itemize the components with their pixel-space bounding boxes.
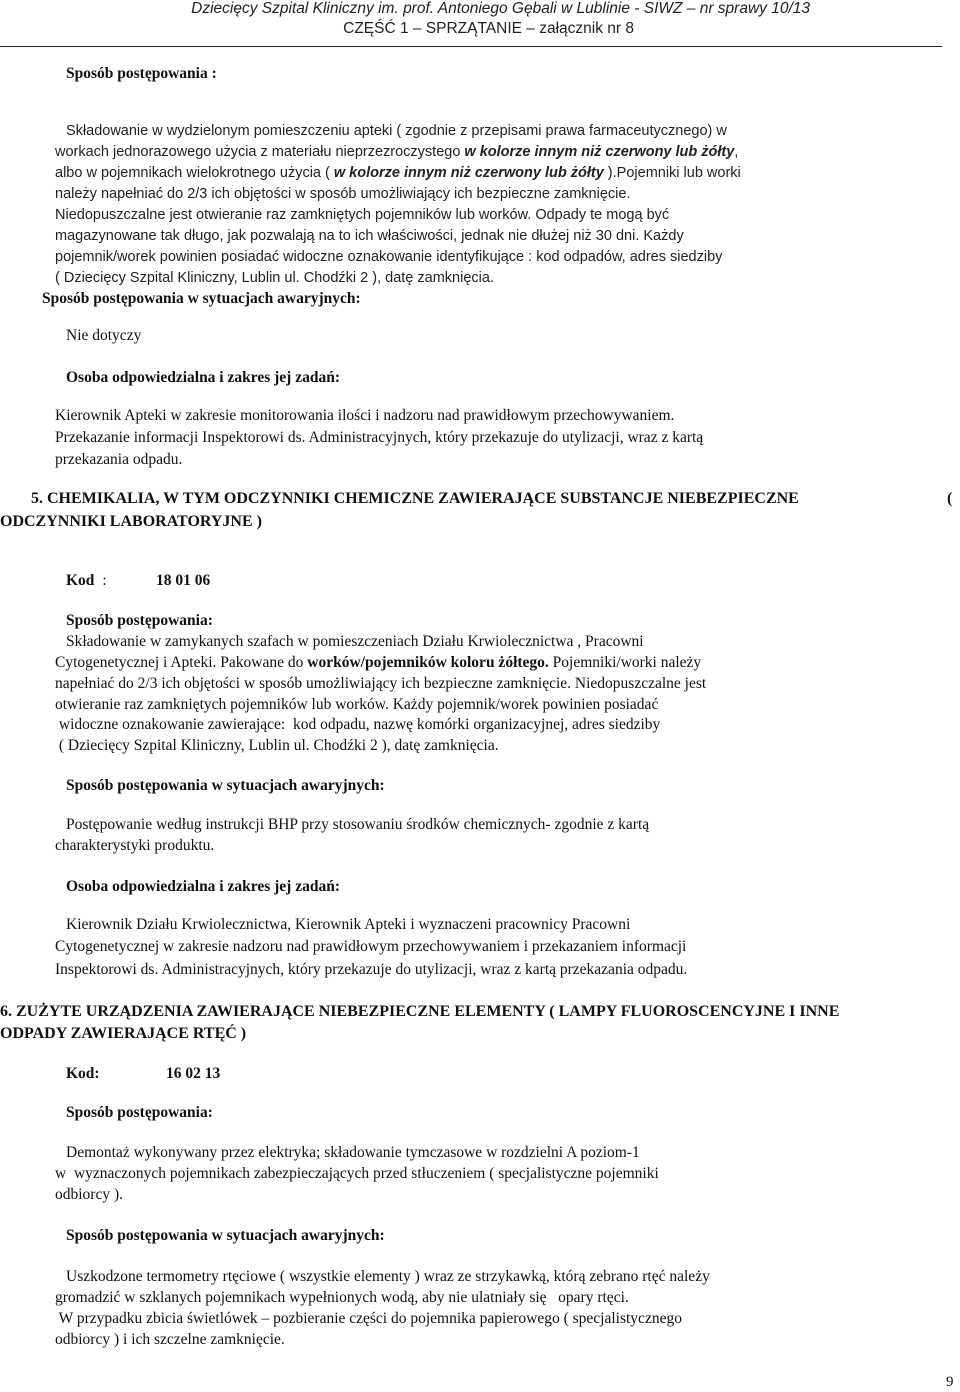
responsible-text: Kierownik Działu Krwiolecznictwa, Kierownik Apteki i wyznaczeni pracownicy Pracowni: [66, 916, 631, 933]
responsible-text: Przekazanie informacji Inspektorowi ds. Administracyjnych, który przekazuje do utylizacji, wraz z kartą: [55, 429, 704, 446]
paragraph-line: pojemnik/worek powinien posiadać widoczne oznakowanie identyfikujące : kod odpadów, adres siedziby: [55, 249, 723, 265]
paragraph-line: Niedopuszczalne jest otwieranie raz zamkniętych pojemników lub worków. Odpady te mogą być: [55, 207, 670, 223]
responsible-heading: Osoba odpowiedzialna i zakres jej zadań:: [66, 369, 340, 386]
paragraph-line: w wyznaczonych pojemnikach zabezpieczających przed stłuczeniem ( specjalistyczne pojemniki: [55, 1165, 659, 1182]
procedure-heading: Sposób postępowania:: [66, 1104, 213, 1121]
emergency-text: Uszkodzone termometry rtęciowe ( wszystkie elementy ) wraz ze strzykawką, którą zebrano rtęć należy: [66, 1268, 710, 1285]
code-label: Kod: [66, 572, 95, 589]
paragraph-line: ( Dziecięcy Szpital Kliniczny, Lublin ul. Chodźki 2 ), datę zamknięcia.: [55, 737, 499, 754]
emergency-heading: Sposób postępowania w sytuacjach awaryjnych:: [66, 777, 385, 794]
section-5-title-paren: (: [947, 490, 953, 507]
emergency-heading: Sposób postępowania w sytuacjach awaryjnych:: [42, 290, 361, 307]
section-5-title: 5. CHEMIKALIA, W TYM ODCZYNNIKI CHEMICZNE ZAWIERAJĄCE SUBSTANCJE NIEBEZPIECZNE: [31, 490, 799, 507]
procedure-heading: Sposób postępowania:: [66, 612, 213, 629]
responsible-text: Cytogenetycznej w zakresie nadzoru nad prawidłowym przechowywaniem i przekazaniem informacji: [55, 938, 687, 955]
paragraph-line: magazynowane tak długo, jak pozwalają na to ich właściwości, jednak nie dłużej niż 30 dni. Każdy: [55, 228, 684, 244]
paragraph-line: albo w pojemnikach wielokrotnego użycia ( w kolorze innym niż czerwony lub żółty ).Pojemniki lub worki: [55, 165, 741, 181]
code-row: Kod : 18 01 06: [66, 572, 211, 589]
code-value: 18 01 06: [156, 572, 211, 589]
emergency-heading: Sposób postępowania w sytuacjach awaryjnych:: [66, 1227, 385, 1244]
paragraph-line: widoczne oznakowanie zawierające: kod odpadu, nazwę komórki organizacyjnej, adres siedziby: [55, 716, 661, 733]
responsible-text: Kierownik Apteki w zakresie monitorowania ilości i nadzoru nad prawidłowym przechowywaniem.: [55, 407, 675, 424]
section-6-title: 6. ZUŻYTE URZĄDZENIA ZAWIERAJĄCE NIEBEZPIECZNE ELEMENTY ( LAMPY FLUOROSCENCYJNE I INNE: [0, 1003, 840, 1020]
paragraph-line: Demontaż wykonywany przez elektryka; składowanie tymczasowe w rozdzielni A poziom-1: [66, 1144, 640, 1161]
paragraph-line: ( Dziecięcy Szpital Kliniczny, Lublin ul. Chodźki 2 ), datę zamknięcia.: [55, 270, 494, 286]
header-subtitle: CZĘŚĆ 1 – SPRZĄTANIE – załącznik nr 8: [343, 20, 634, 37]
code-row: [66, 1064, 221, 1084]
header-title: Dziecięcy Szpital Kliniczny im. prof. Antoniego Gębali w Lublinie - SIWZ – nr sprawy 10/13: [191, 0, 810, 17]
emphasis-text: w kolorze innym niż czerwony lub żółty: [333, 165, 604, 181]
paragraph-line: Składowanie w zamykanych szafach w pomieszczeniach Działu Krwiolecznictwa , Pracowni: [66, 633, 644, 650]
paragraph-line: Składowanie w wydzielonym pomieszczeniu apteki ( zgodnie z przepisami prawa farmaceutycznego) w: [66, 123, 727, 139]
emergency-text: W przypadku zbicia świetlówek – pozbieranie części do pojemnika papierowego ( specjalistycznego: [55, 1310, 682, 1327]
section-5-title-cont: ODCZYNNIKI LABORATORYJNE ): [0, 513, 262, 530]
responsible-heading: Osoba odpowiedzialna i zakres jej zadań:: [66, 878, 340, 895]
responsible-text: Inspektorowi ds. Administracyjnych, który przekazuje do utylizacji, wraz z kartą przekazania odpadu.: [55, 961, 688, 978]
responsible-text: przekazania odpadu.: [55, 451, 183, 468]
code-value: 16 02 13: [166, 1065, 221, 1082]
emergency-text: Postępowanie według instrukcji BHP przy stosowaniu środków chemicznych- zgodnie z kartą: [66, 816, 650, 833]
code-label: Kod:: [66, 1065, 100, 1082]
paragraph-line: odbiorcy ).: [55, 1186, 124, 1203]
paragraph-line: otwieranie raz zamkniętych pojemników lub worków. Każdy pojemnik/worek powinien posiadać: [55, 696, 659, 713]
paragraph-line: Cytogenetycznej i Apteki. Pakowane do worków/pojemników koloru żółtego. Pojemniki/worki należy: [55, 654, 702, 671]
page-number: 9: [946, 1374, 954, 1390]
emergency-text: odbiorcy ) i ich szczelne zamknięcie.: [55, 1331, 285, 1348]
paragraph-line: należy napełniać do 2/3 ich objętości w sposób umożliwiający ich bezpieczne zamknięcie.: [55, 186, 631, 202]
procedure-heading: Sposób postępowania :: [66, 65, 217, 82]
emergency-text: Nie dotyczy: [66, 327, 142, 344]
paragraph-line: napełniać do 2/3 ich objętości w sposób umożliwiający ich bezpieczne zamknięcie. Niedopuszczalne jest: [55, 675, 707, 692]
emergency-text: charakterystyki produktu.: [55, 837, 215, 854]
header-rule: [0, 46, 942, 47]
emphasis-text: worków/pojemników koloru żółtego.: [307, 654, 549, 671]
section-6-title-cont: ODPADY ZAWIERAJĄCE RTĘĆ ): [0, 1025, 247, 1042]
emergency-text: gromadzić w szklanych pojemnikach wypełnionych wodą, aby nie ulatniały się opary rtęci.: [55, 1289, 629, 1306]
emphasis-text: w kolorze innym niż czerwony lub żółty: [464, 144, 735, 160]
paragraph-line: workach jednorazowego użycia z materiału nieprzezroczystego w kolorze innym niż czerwony lub żółty,: [55, 144, 739, 160]
